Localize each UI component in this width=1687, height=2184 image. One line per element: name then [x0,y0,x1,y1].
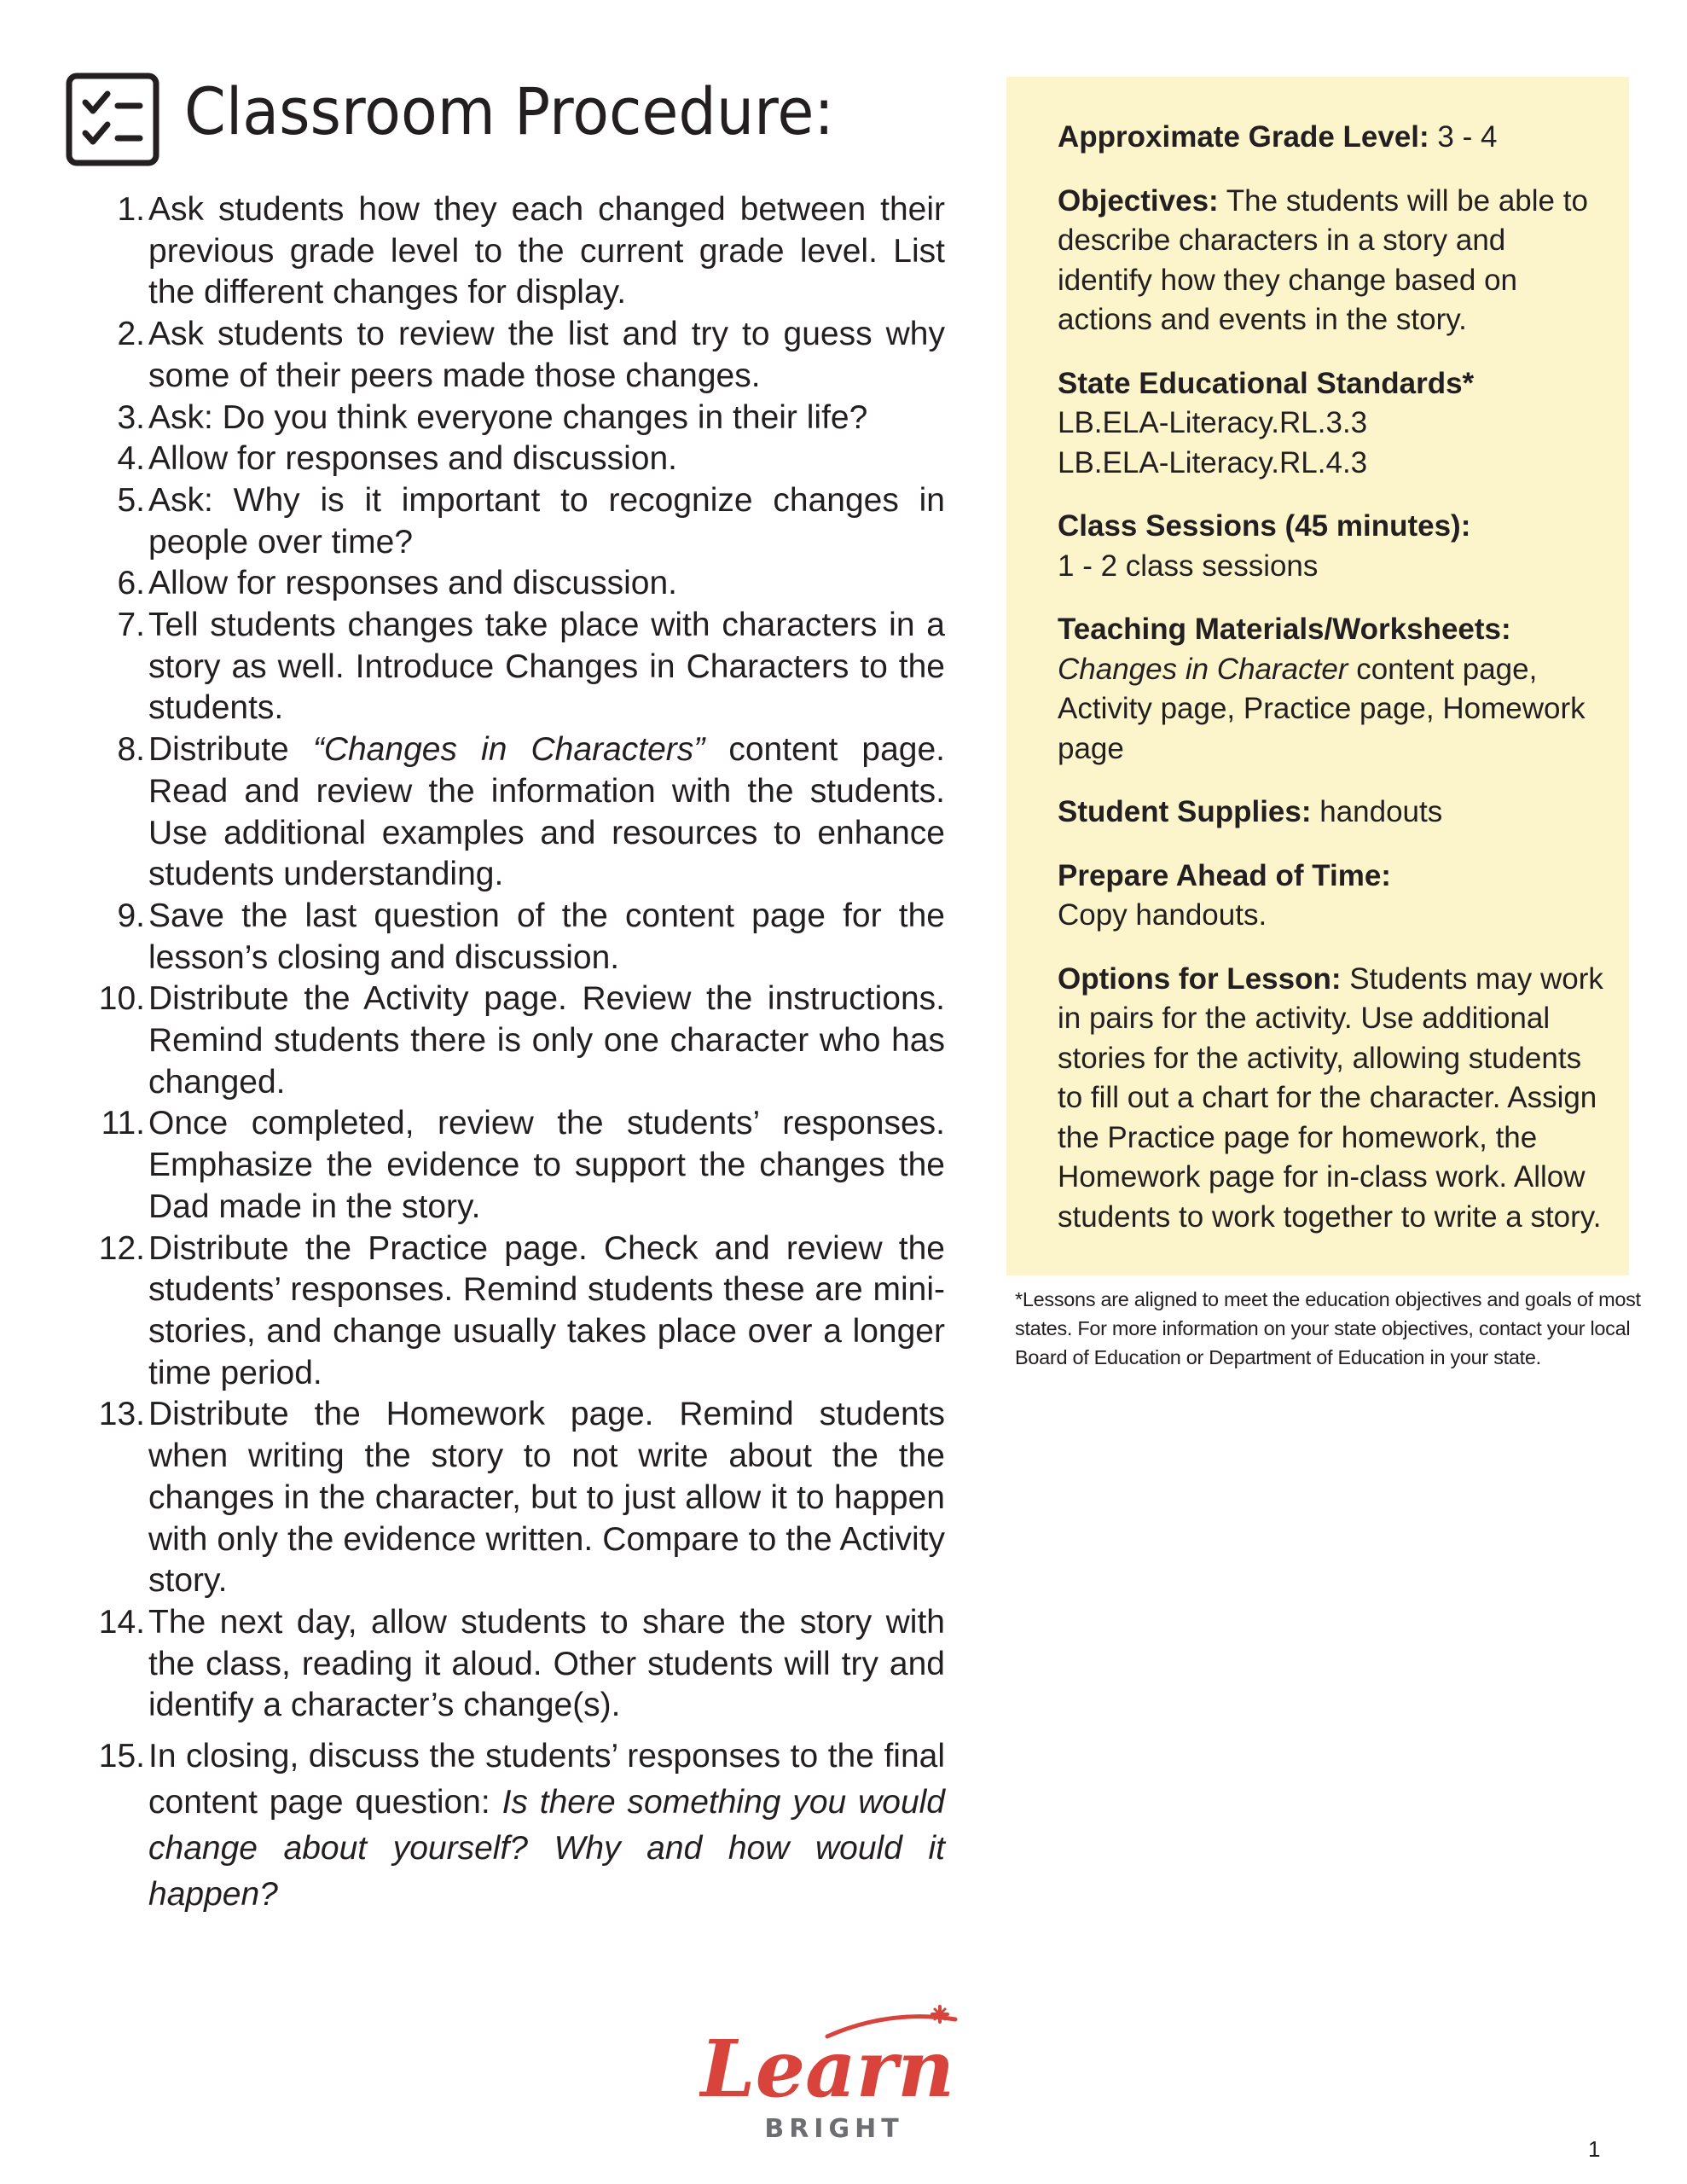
lesson-options [1058,960,1603,1238]
step-text: Distribute the Homework page. Remind students when writing the story to not write about the the changes in the character, but to just allow it to happen with only the evidence written. Compare to the Activity story. [148,1396,945,1600]
step-text-italic: “Changes in Characters” [312,731,705,769]
supplies-label: Student Supplies: [1058,795,1312,828]
procedure-step [92,1228,945,1395]
step-text: Allow for responses and discussion. [148,565,677,602]
objectives [1058,182,1603,340]
procedure-list [92,189,945,1918]
step-number: 13. [98,1396,145,1433]
procedure-step [92,439,945,480]
step-number: 4. [117,440,145,478]
procedure-step [92,398,945,439]
standards-label: State Educational Standards* [1058,366,1475,400]
learn-bright-logo [699,2001,972,2146]
prepare-value: Copy handouts. [1058,898,1267,932]
step-text: Allow for responses and discussion. [148,440,677,478]
sessions-value: 1 - 2 class sessions [1058,549,1319,583]
step-number: 3. [117,398,145,436]
step-text: Ask: Why is it important to recognize changes in people over time? [148,481,945,561]
step-number: 14. [98,1603,145,1641]
procedure-step [92,480,945,563]
step-text: Distribute the Activity page. Review the instructions. Remind students there is only one character who has changed. [148,980,945,1101]
step-text: Ask students how they each changed between their previous grade level to the current grade level. List the different changes for display. [148,191,945,311]
procedure-step [92,563,945,605]
step-text: The next day, allow students to share the story with the class, reading it aloud. Other students will try and identify a character’s change(s). [148,1603,945,1724]
procedure-step [92,1734,945,1918]
logo-sub: BRIGHT [764,2114,904,2144]
class-sessions [1058,507,1603,586]
step-text: Ask students to review the list and try to guess why some of their peers made those changes. [148,316,945,394]
procedure-step [92,1394,945,1602]
step-text: Ask: Do you think everyone changes in their life? [148,398,868,436]
options-value: Students may work in pairs for the activity. Use additional stories for the activity, allowing students to fill out a chart for the character. Assign the Practice page for homework, the Homework page for in-class work. Allow students to work together to write a story. [1058,961,1603,1234]
step-text: Distribute the Practice page. Check and review the students’ responses. Remind students these are mini-stories, and change usually takes place over a longer time period. [148,1229,945,1391]
supplies-value: handouts [1311,795,1443,828]
step-text-before: Distribute [148,731,313,769]
procedure-step [92,1602,945,1727]
objectives-value: The students will be able to describe characters in a story and identify how they change based on actions and events in the story. [1058,183,1588,336]
step-number: 15. [98,1738,145,1775]
step-text [148,729,945,896]
teaching-materials [1058,610,1603,769]
step-number: 1. [117,191,145,228]
standard-item: LB.ELA-Literacy.RL.4.3 [1058,445,1368,479]
page-header [65,68,952,171]
step-text-italic: Is there something you would change about yourself? Why and how would it happen? [148,1784,945,1914]
grade-label: Approximate Grade Level: [1058,120,1429,154]
procedure-step [92,896,945,979]
procedure-step [92,314,945,397]
step-number: 5. [117,481,145,519]
step-number: 12. [98,1229,145,1267]
objectives-label: Objectives: [1058,183,1219,218]
step-number: 2. [117,316,145,353]
procedure-step [92,605,945,729]
student-supplies [1058,793,1603,833]
prepare-label: Prepare Ahead of Time: [1058,858,1391,892]
procedure-step [92,1103,945,1228]
step-number: 11. [101,1105,145,1142]
sessions-label: Class Sessions (45 minutes): [1058,509,1471,543]
procedure-step [92,979,945,1103]
page-title: Classroom Procedure: [184,73,834,149]
procedure-step [92,189,945,314]
step-text: Once completed, review the students’ responses. Emphasize the evidence to support the changes the Dad made in the story. [148,1105,945,1225]
step-text-before: In closing, discuss the students’ responses to the final content page question: [148,1738,945,1821]
step-text-after: content page. Read and review the information with the students. Use additional examples and resources to enhance students understanding. [148,731,945,893]
step-number: 8. [117,731,145,769]
step-text [148,1734,945,1918]
step-number: 6. [117,565,145,602]
step-text: Save the last question of the content page for the lesson’s closing and discussion. [148,897,945,976]
lesson-info-panel [1006,77,1629,1275]
lesson-info-content [1058,118,1603,1261]
page-number: 1 [1588,2136,1601,2162]
standard-item: LB.ELA-Literacy.RL.3.3 [1058,406,1368,439]
options-label: Options for Lesson: [1058,961,1342,996]
grade-value: 3 - 4 [1429,120,1498,154]
checklist-icon [65,72,160,167]
standards-footnote: *Lessons are aligned to meet the education objectives and goals of most states. For more information on your state objectives, contact your local Board of Education or Department of Education in your state. [1015,1288,1641,1368]
step-number: 7. [117,607,145,644]
grade-level [1058,118,1603,158]
prepare-ahead [1058,857,1603,936]
logo-word: Learn [699,2023,955,2115]
materials-label: Teaching Materials/Worksheets: [1058,613,1511,646]
standards [1058,364,1603,484]
materials-value: content page, Activity page, Practice page, Homework page [1058,652,1586,765]
materials-italic: Changes in Character [1058,652,1348,686]
step-text: Tell students changes take place with characters in a story as well. Introduce Changes in Characters to the students. [148,607,945,727]
logo-star [932,2007,948,2022]
step-number: 9. [117,897,145,934]
step-number: 10. [98,980,145,1018]
procedure-step [92,729,945,896]
